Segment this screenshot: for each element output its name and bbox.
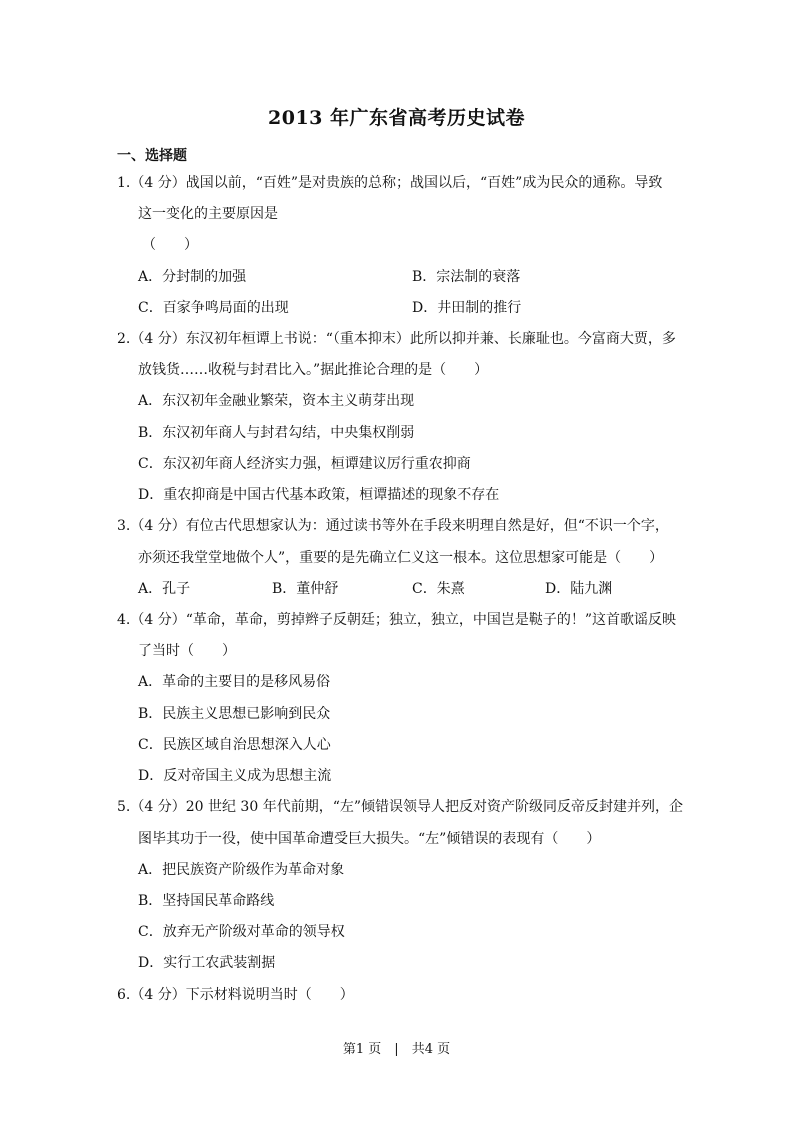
question-2-stem: 2.（4 分）东汉初年桓谭上书说：“（重本抑末）此所以抑并兼、长廉耻也。今富商大贾，多	[117, 331, 676, 347]
question-3-option-a: A．孔子	[138, 581, 191, 597]
question-1-stem-cont: 这一变化的主要原因是	[138, 206, 278, 222]
section-heading: 一、选择题	[117, 148, 187, 164]
question-2-option-d: D．重农抑商是中国古代基本政策，桓谭描述的现象不存在	[138, 487, 500, 503]
question-3-option-d: D．陆九渊	[545, 581, 613, 597]
page-footer: 第1 页 | 共4 页	[342, 1042, 451, 1057]
question-4-option-a: A．革命的主要目的是移风易俗	[138, 674, 331, 690]
question-1-option-b: B．宗法制的衰落	[412, 269, 521, 285]
question-5-option-c: C．放弃无产阶级对革命的领导权	[138, 924, 345, 940]
question-1-blank: （ ）	[142, 237, 198, 253]
question-5-option-d: D．实行工农武装割据	[138, 955, 276, 971]
question-5-option-a: A．把民族资产阶级作为革命对象	[138, 862, 345, 878]
question-1-option-a: A．分封制的加强	[138, 269, 247, 285]
page-title: 2013 年广东省高考历史试卷	[268, 107, 525, 129]
question-1-option-d: D．井田制的推行	[412, 300, 522, 316]
question-2-option-b: B．东汉初年商人与封君勾结，中央集权削弱	[138, 425, 415, 441]
question-3-stem: 3.（4 分）有位古代思想家认为：通过读书等外在手段来明理自然是好，但“不识一个字，	[117, 518, 669, 534]
question-5-option-b: B．坚持国民革命路线	[138, 893, 275, 909]
question-2-option-c: C．东汉初年商人经济实力强，桓谭建议厉行重农抑商	[138, 456, 471, 472]
question-3-stem-cont: 亦须还我堂堂地做个人”，重要的是先确立仁义这一根本。这位思想家可能是（ ）	[138, 550, 664, 566]
question-4-stem-cont: 了当时（ ）	[138, 643, 236, 659]
question-2-option-a: A．东汉初年金融业繁荣，资本主义萌芽出现	[138, 393, 415, 409]
question-3-option-c: C．朱熹	[412, 581, 465, 597]
question-3-option-b: B．董仲舒	[272, 581, 339, 597]
question-4-stem: 4.（4 分）“革命，革命，剪掉辫子反朝廷；独立，独立，中国岂是鞑子的！”这首歌谣反映	[117, 612, 677, 628]
question-1-option-c: C．百家争鸣局面的出现	[138, 300, 289, 316]
question-4-option-b: B．民族主义思想已影响到民众	[138, 706, 331, 722]
question-4-option-d: D．反对帝国主义成为思想主流	[138, 768, 332, 784]
question-5-stem: 5.（4 分）20 世纪 30 年代前期，“左”倾错误领导人把反对资产阶级同反帝反封建并列，企	[117, 799, 684, 815]
question-6-stem: 6.（4 分）下示材料说明当时（ ）	[117, 987, 354, 1003]
question-5-stem-cont: 图毕其功于一役，使中国革命遭受巨大损失。“左”倾错误的表现有（ ）	[138, 831, 601, 847]
question-2-stem-cont: 放钱货……收税与封君比入。”据此推论合理的是（ ）	[138, 362, 489, 378]
question-1-stem: 1.（4 分）战国以前，“百姓”是对贵族的总称；战国以后，“百姓”成为民众的通称。导致	[117, 175, 663, 191]
question-4-option-c: C．民族区域自治思想深入人心	[138, 737, 331, 753]
